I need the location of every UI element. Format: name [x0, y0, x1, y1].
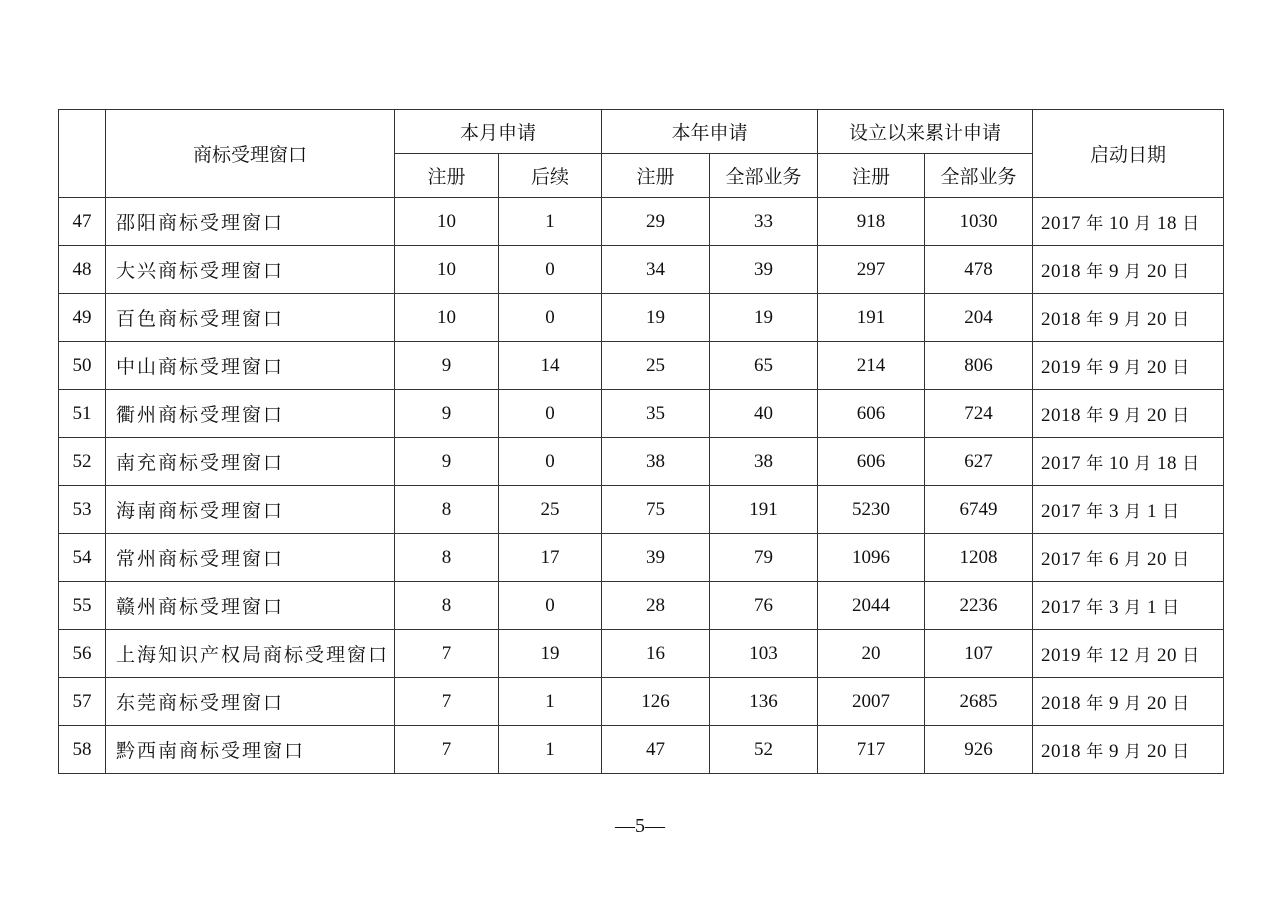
table-row: [59, 534, 1224, 582]
date-month: 9: [1109, 260, 1120, 282]
date-year-unit: 年: [1086, 741, 1104, 762]
window-name: 上海知识产权局商标受理窗口: [106, 630, 395, 678]
cum-all: 6749: [925, 486, 1033, 534]
cum-all: 627: [925, 438, 1033, 486]
date-month-unit: 月: [1134, 453, 1152, 474]
date-month-unit: 月: [1134, 645, 1152, 666]
date-year-unit: 年: [1086, 453, 1104, 474]
row-index: 54: [59, 534, 106, 582]
row-index: 48: [59, 246, 106, 294]
start-date: [1033, 198, 1224, 246]
cum-register: 5230: [818, 486, 925, 534]
table-row: [59, 342, 1224, 390]
month-register: 10: [395, 198, 499, 246]
month-register: 7: [395, 678, 499, 726]
year-all: 136: [710, 678, 818, 726]
year-all: 65: [710, 342, 818, 390]
month-register: 8: [395, 534, 499, 582]
cum-all: 926: [925, 726, 1033, 774]
year-register: 29: [602, 198, 710, 246]
date-day: 20: [1147, 260, 1168, 282]
date-year-unit: 年: [1086, 549, 1104, 570]
row-index: 58: [59, 726, 106, 774]
year-all: 38: [710, 438, 818, 486]
date-day-unit: 日: [1182, 453, 1200, 474]
month-register: 7: [395, 726, 499, 774]
start-date: [1033, 438, 1224, 486]
row-index: 50: [59, 342, 106, 390]
date-month: 9: [1109, 356, 1120, 378]
header-cum-register: 注册: [818, 154, 925, 198]
start-date: [1033, 390, 1224, 438]
date-month: 9: [1109, 692, 1120, 714]
header-row-top: [59, 110, 1224, 154]
date-year: 2017: [1041, 548, 1082, 570]
date-day: 20: [1147, 308, 1168, 330]
cum-register: 918: [818, 198, 925, 246]
date-month-unit: 月: [1124, 549, 1142, 570]
start-date: [1033, 678, 1224, 726]
date-year-unit: 年: [1086, 501, 1104, 522]
window-name: 东莞商标受理窗口: [106, 678, 395, 726]
year-register: 28: [602, 582, 710, 630]
date-day: 18: [1157, 212, 1178, 234]
header-year-all: 全部业务: [710, 154, 818, 198]
date-day-unit: 日: [1172, 549, 1190, 570]
row-index: 56: [59, 630, 106, 678]
row-index: 49: [59, 294, 106, 342]
year-register: 126: [602, 678, 710, 726]
date-day-unit: 日: [1172, 357, 1190, 378]
month-followup: 0: [499, 390, 602, 438]
month-followup: 1: [499, 678, 602, 726]
year-all: 33: [710, 198, 818, 246]
year-register: 47: [602, 726, 710, 774]
year-all: 76: [710, 582, 818, 630]
cum-all: 478: [925, 246, 1033, 294]
date-year-unit: 年: [1086, 645, 1104, 666]
date-month: 9: [1109, 404, 1120, 426]
date-year-unit: 年: [1086, 693, 1104, 714]
date-month-unit: 月: [1134, 213, 1152, 234]
row-index: 57: [59, 678, 106, 726]
date-month-unit: 月: [1124, 693, 1142, 714]
year-register: 34: [602, 246, 710, 294]
date-year: 2018: [1041, 404, 1082, 426]
header-this-month: 本月申请: [395, 110, 602, 154]
window-name: 南充商标受理窗口: [106, 438, 395, 486]
date-day-unit: 日: [1172, 309, 1190, 330]
header-cum-all: 全部业务: [925, 154, 1033, 198]
date-year: 2018: [1041, 260, 1082, 282]
date-day: 20: [1157, 644, 1178, 666]
date-month-unit: 月: [1124, 501, 1142, 522]
month-register: 9: [395, 438, 499, 486]
year-register: 75: [602, 486, 710, 534]
date-day-unit: 日: [1172, 405, 1190, 426]
row-index: 51: [59, 390, 106, 438]
table-header: [59, 110, 1224, 198]
table-row: [59, 630, 1224, 678]
trademark-window-table: [58, 109, 1224, 774]
row-index: 52: [59, 438, 106, 486]
cum-register: 191: [818, 294, 925, 342]
year-all: 19: [710, 294, 818, 342]
window-name: 邵阳商标受理窗口: [106, 198, 395, 246]
date-year-unit: 年: [1086, 213, 1104, 234]
start-date: [1033, 246, 1224, 294]
cum-register: 606: [818, 438, 925, 486]
header-year-register: 注册: [602, 154, 710, 198]
table-row: [59, 678, 1224, 726]
month-followup: 0: [499, 582, 602, 630]
start-date: [1033, 582, 1224, 630]
month-followup: 0: [499, 246, 602, 294]
month-register: 9: [395, 390, 499, 438]
date-month-unit: 月: [1124, 405, 1142, 426]
cum-all: 806: [925, 342, 1033, 390]
year-all: 39: [710, 246, 818, 294]
header-this-year: 本年申请: [602, 110, 818, 154]
cum-register: 717: [818, 726, 925, 774]
month-followup: 0: [499, 438, 602, 486]
date-day: 20: [1147, 356, 1168, 378]
date-month-unit: 月: [1124, 597, 1142, 618]
table-row: [59, 390, 1224, 438]
start-date: [1033, 342, 1224, 390]
date-year: 2017: [1041, 596, 1082, 618]
row-index: 55: [59, 582, 106, 630]
header-window: 商标受理窗口: [106, 110, 395, 198]
month-register: 7: [395, 630, 499, 678]
table-row: [59, 246, 1224, 294]
window-name: 赣州商标受理窗口: [106, 582, 395, 630]
year-all: 191: [710, 486, 818, 534]
date-month: 9: [1109, 740, 1120, 762]
year-register: 38: [602, 438, 710, 486]
date-year: 2017: [1041, 212, 1082, 234]
table-row: [59, 726, 1224, 774]
date-year: 2019: [1041, 356, 1082, 378]
date-month-unit: 月: [1124, 309, 1142, 330]
table-row: [59, 198, 1224, 246]
table-row: [59, 438, 1224, 486]
window-name: 大兴商标受理窗口: [106, 246, 395, 294]
date-month: 3: [1109, 500, 1120, 522]
date-year-unit: 年: [1086, 261, 1104, 282]
year-register: 35: [602, 390, 710, 438]
date-year-unit: 年: [1086, 309, 1104, 330]
date-year-unit: 年: [1086, 405, 1104, 426]
window-name: 黔西南商标受理窗口: [106, 726, 395, 774]
window-name: 衢州商标受理窗口: [106, 390, 395, 438]
date-month: 10: [1109, 452, 1130, 474]
cum-register: 297: [818, 246, 925, 294]
header-cumulative: 设立以来累计申请: [818, 110, 1033, 154]
header-month-register: 注册: [395, 154, 499, 198]
date-month-unit: 月: [1124, 741, 1142, 762]
date-year: 2017: [1041, 500, 1082, 522]
header-month-followup: 后续: [499, 154, 602, 198]
month-followup: 25: [499, 486, 602, 534]
date-year: 2018: [1041, 308, 1082, 330]
window-name: 百色商标受理窗口: [106, 294, 395, 342]
date-day-unit: 日: [1172, 693, 1190, 714]
month-register: 10: [395, 246, 499, 294]
date-month-unit: 月: [1124, 261, 1142, 282]
date-day: 18: [1157, 452, 1178, 474]
window-name: 中山商标受理窗口: [106, 342, 395, 390]
date-day: 20: [1147, 692, 1168, 714]
cum-all: 2236: [925, 582, 1033, 630]
cum-register: 2044: [818, 582, 925, 630]
date-year-unit: 年: [1086, 357, 1104, 378]
date-day-unit: 日: [1162, 501, 1180, 522]
cum-register: 214: [818, 342, 925, 390]
table-row: [59, 294, 1224, 342]
date-month: 10: [1109, 212, 1130, 234]
date-day: 20: [1147, 404, 1168, 426]
cum-register: 20: [818, 630, 925, 678]
date-day-unit: 日: [1182, 645, 1200, 666]
start-date: [1033, 486, 1224, 534]
row-index: 53: [59, 486, 106, 534]
year-register: 19: [602, 294, 710, 342]
month-followup: 1: [499, 726, 602, 774]
cum-register: 2007: [818, 678, 925, 726]
date-year-unit: 年: [1086, 597, 1104, 618]
date-day-unit: 日: [1182, 213, 1200, 234]
date-year: 2018: [1041, 740, 1082, 762]
year-register: 25: [602, 342, 710, 390]
cum-register: 606: [818, 390, 925, 438]
month-followup: 0: [499, 294, 602, 342]
start-date: [1033, 630, 1224, 678]
window-name: 海南商标受理窗口: [106, 486, 395, 534]
date-day: 1: [1147, 500, 1158, 522]
month-register: 9: [395, 342, 499, 390]
cum-all: 1208: [925, 534, 1033, 582]
date-month: 6: [1109, 548, 1120, 570]
month-register: 10: [395, 294, 499, 342]
table-row: [59, 486, 1224, 534]
month-followup: 1: [499, 198, 602, 246]
year-register: 16: [602, 630, 710, 678]
row-index: 47: [59, 198, 106, 246]
date-month: 9: [1109, 308, 1120, 330]
cum-all: 204: [925, 294, 1033, 342]
cum-all: 107: [925, 630, 1033, 678]
page-number: —5—: [615, 815, 665, 837]
start-date: [1033, 534, 1224, 582]
month-register: 8: [395, 486, 499, 534]
date-day-unit: 日: [1172, 741, 1190, 762]
month-followup: 17: [499, 534, 602, 582]
date-day: 20: [1147, 548, 1168, 570]
year-all: 52: [710, 726, 818, 774]
date-day-unit: 日: [1172, 261, 1190, 282]
table-body: [59, 198, 1224, 774]
header-start-date: 启动日期: [1033, 110, 1224, 198]
year-all: 103: [710, 630, 818, 678]
date-month: 12: [1109, 644, 1130, 666]
cum-all: 1030: [925, 198, 1033, 246]
table-row: [59, 582, 1224, 630]
month-register: 8: [395, 582, 499, 630]
year-all: 40: [710, 390, 818, 438]
date-day: 1: [1147, 596, 1158, 618]
date-day-unit: 日: [1162, 597, 1180, 618]
date-year: 2017: [1041, 452, 1082, 474]
month-followup: 19: [499, 630, 602, 678]
cum-register: 1096: [818, 534, 925, 582]
window-name: 常州商标受理窗口: [106, 534, 395, 582]
date-year: 2019: [1041, 644, 1082, 666]
start-date: [1033, 726, 1224, 774]
date-year: 2018: [1041, 692, 1082, 714]
date-day: 20: [1147, 740, 1168, 762]
date-month: 3: [1109, 596, 1120, 618]
month-followup: 14: [499, 342, 602, 390]
start-date: [1033, 294, 1224, 342]
date-month-unit: 月: [1124, 357, 1142, 378]
cum-all: 2685: [925, 678, 1033, 726]
year-register: 39: [602, 534, 710, 582]
header-index: [59, 110, 106, 198]
cum-all: 724: [925, 390, 1033, 438]
year-all: 79: [710, 534, 818, 582]
